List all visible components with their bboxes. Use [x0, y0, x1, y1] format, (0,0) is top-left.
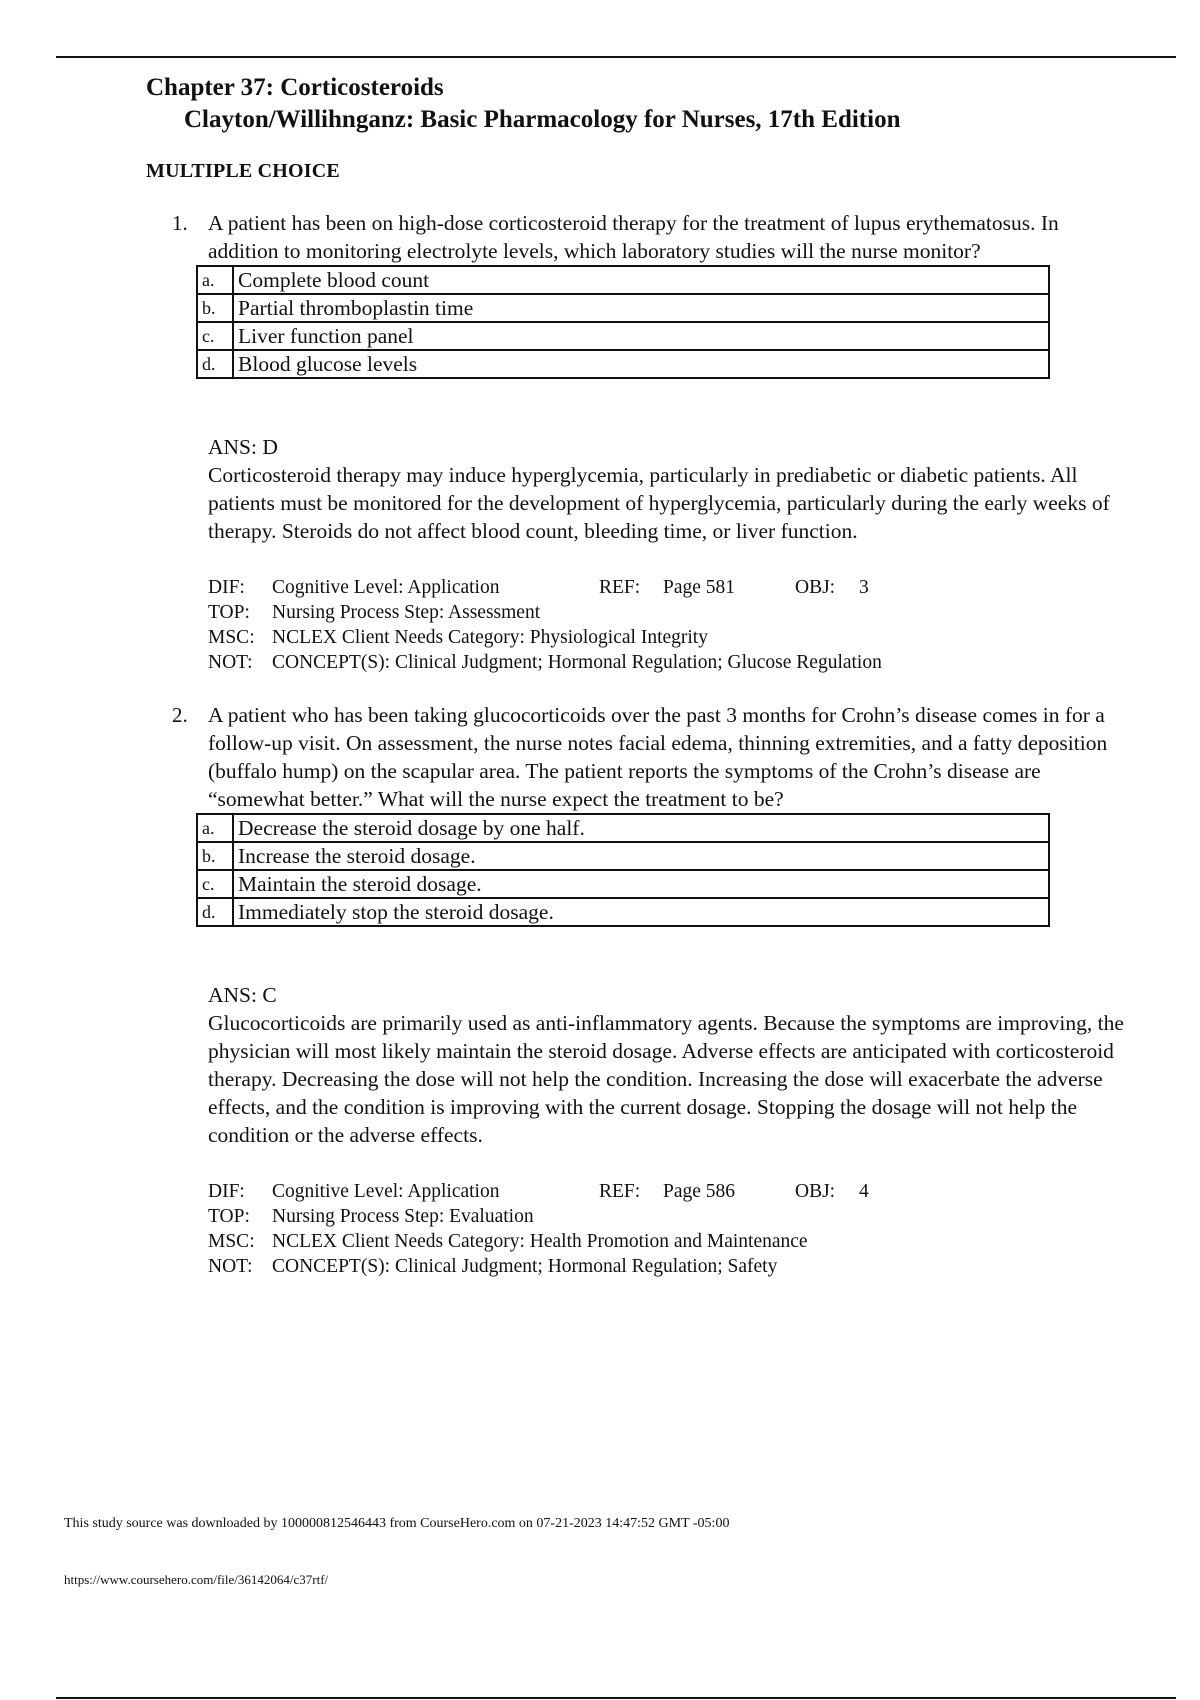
msc-value: NCLEX Client Needs Category: Health Promotion and Maintenance — [272, 1231, 808, 1252]
choice-row[interactable] — [197, 294, 1049, 322]
choice-letter: c. — [197, 322, 233, 350]
choice-text: Liver function panel — [233, 322, 1049, 350]
msc-label: MSC: — [208, 627, 255, 648]
top-value: Nursing Process Step: Evaluation — [272, 1206, 534, 1227]
question-2 — [146, 701, 1126, 1279]
chapter-title: Chapter 37: Corticosteroids — [146, 74, 444, 101]
dif-label: DIF: — [208, 577, 245, 598]
choice-letter: b. — [197, 842, 233, 870]
obj-value: 3 — [859, 577, 869, 598]
choice-text: Partial thromboplastin time — [233, 294, 1049, 322]
document-body — [146, 72, 1126, 1279]
answer-block — [208, 981, 1128, 1149]
metadata-block — [208, 1179, 1126, 1279]
top-label: TOP: — [208, 602, 250, 623]
choice-letter: a. — [197, 266, 233, 294]
obj-label: OBJ: — [795, 1181, 836, 1202]
choice-text: Increase the steroid dosage. — [233, 842, 1049, 870]
choices-table — [196, 265, 1050, 379]
bottom-rule — [56, 1697, 1176, 1699]
ref-label: REF: — [599, 1181, 641, 1202]
choices-table — [196, 813, 1050, 927]
download-note: This study source was downloaded by 100000812546443 from CourseHero.com on 07-21-2023 14:47:52 GMT -05:00 — [64, 1516, 730, 1531]
choice-row[interactable] — [197, 266, 1049, 294]
top-rule — [56, 56, 1176, 58]
ref-value: Page 581 — [663, 577, 736, 598]
not-value: CONCEPT(S): Clinical Judgment; Hormonal Regulation; Glucose Regulation — [272, 652, 882, 673]
section-heading: MULTIPLE CHOICE — [146, 160, 340, 182]
choice-letter: b. — [197, 294, 233, 322]
choice-row[interactable] — [197, 814, 1049, 842]
choice-row[interactable] — [197, 350, 1049, 378]
choice-row[interactable] — [197, 322, 1049, 350]
choice-row[interactable] — [197, 870, 1049, 898]
answer-block — [208, 433, 1128, 545]
obj-label: OBJ: — [795, 577, 836, 598]
choice-row[interactable] — [197, 898, 1049, 926]
not-value: CONCEPT(S): Clinical Judgment; Hormonal Regulation; Safety — [272, 1256, 778, 1277]
obj-value: 4 — [859, 1181, 869, 1202]
choice-text: Decrease the steroid dosage by one half. — [233, 814, 1049, 842]
choice-text: Blood glucose levels — [233, 350, 1049, 378]
book-title: Clayton/Willihnganz: Basic Pharmacology for Nurses, 17th Edition — [184, 106, 901, 133]
choice-letter: a. — [197, 814, 233, 842]
rationale: Glucocorticoids are primarily used as anti-inflammatory agents. Because the symptoms are improving, the physician will most likely maintain the steroid dosage. Adverse effects are anticipated with corticosteroid therapy. Decreasing the dose will not help the condition. Increasing the dose will exacerbate the adverse effects, and the condition is improving with the current dosage. Stopping the dosage will not help the condition or the adverse effects. — [208, 1011, 1124, 1147]
answer-key: ANS: D — [208, 435, 278, 459]
question-number: 1. — [172, 211, 188, 235]
ref-value: Page 586 — [663, 1181, 736, 1202]
answer-key: ANS: C — [208, 983, 277, 1007]
question-1 — [146, 209, 1126, 675]
choice-text: Immediately stop the steroid dosage. — [233, 898, 1049, 926]
msc-label: MSC: — [208, 1231, 255, 1252]
choice-row[interactable] — [197, 842, 1049, 870]
choice-letter: d. — [197, 898, 233, 926]
top-value: Nursing Process Step: Assessment — [272, 602, 541, 623]
source-url[interactable]: https://www.coursehero.com/file/36142064/c37rtf/ — [64, 1572, 329, 1587]
metadata-block — [208, 575, 1126, 675]
choice-text: Complete blood count — [233, 266, 1049, 294]
choice-letter: c. — [197, 870, 233, 898]
dif-value: Cognitive Level: Application — [272, 577, 500, 598]
msc-value: NCLEX Client Needs Category: Physiological Integrity — [272, 627, 708, 648]
choice-text: Maintain the steroid dosage. — [233, 870, 1049, 898]
rationale: Corticosteroid therapy may induce hyperglycemia, particularly in prediabetic or diabetic patients. All patients must be monitored for the development of hyperglycemia, particularly during the early weeks of therapy. Steroids do not affect blood count, bleeding time, or liver function. — [208, 463, 1110, 543]
question-number: 2. — [172, 703, 188, 727]
dif-label: DIF: — [208, 1181, 245, 1202]
question-text: A patient has been on high-dose corticosteroid therapy for the treatment of lupus erythematosus. In addition to monitoring electrolyte levels, which laboratory studies will the nurse monitor? — [208, 211, 1059, 263]
not-label: NOT: — [208, 1256, 253, 1277]
question-text: A patient who has been taking glucocorticoids over the past 3 months for Crohn’s disease comes in for a follow-up visit. On assessment, the nurse notes facial edema, thinning extremities, and a fatty deposition (buffalo hump) on the scapular area. The patient reports the symptoms of the Crohn’s disease are “somewhat better.” What will the nurse expect the treatment to be? — [208, 703, 1108, 811]
not-label: NOT: — [208, 652, 253, 673]
choice-letter: d. — [197, 350, 233, 378]
ref-label: REF: — [599, 577, 641, 598]
top-label: TOP: — [208, 1206, 250, 1227]
dif-value: Cognitive Level: Application — [272, 1181, 500, 1202]
